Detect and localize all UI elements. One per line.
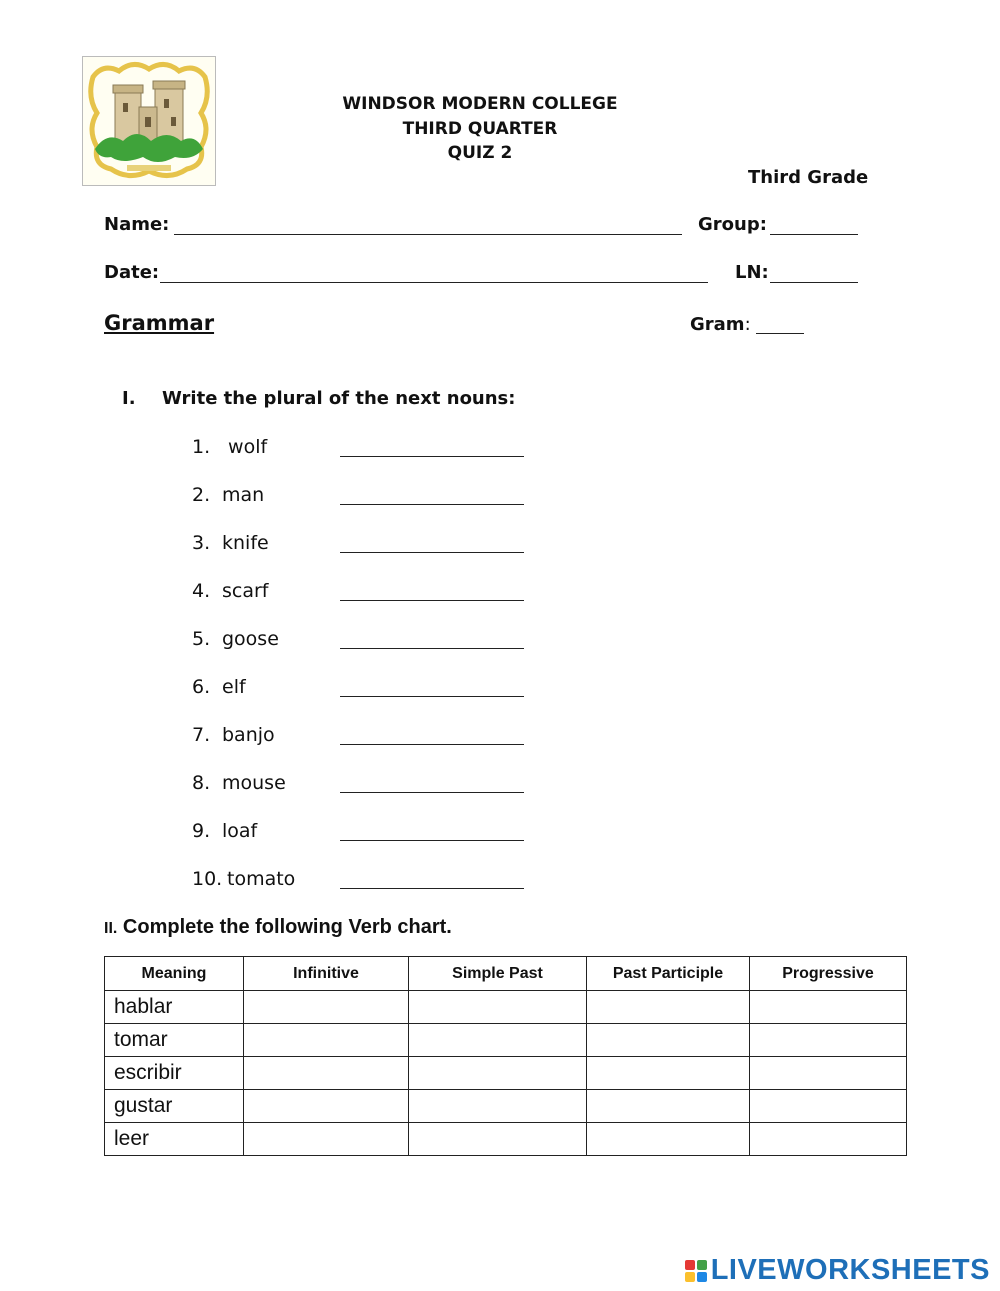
answer-cell[interactable]	[244, 1090, 409, 1123]
noun-item	[192, 436, 267, 458]
name-label: Name:	[104, 214, 170, 235]
liveworksheets-logo-icon	[685, 1260, 707, 1282]
noun-word: knife	[222, 532, 269, 554]
part2-number: II.	[104, 920, 118, 937]
gram-colon: :	[744, 314, 751, 335]
noun-word: elf	[222, 676, 246, 698]
table-row	[105, 1024, 907, 1057]
section-title: Grammar	[104, 311, 215, 335]
meaning-cell: hablar	[105, 991, 244, 1024]
answer-field-1[interactable]	[340, 456, 524, 457]
logo-square	[685, 1272, 695, 1282]
meaning-cell: gustar	[105, 1090, 244, 1123]
noun-item	[192, 868, 295, 890]
answer-field-2[interactable]	[340, 504, 524, 505]
date-label: Date:	[104, 262, 160, 283]
answer-field-6[interactable]	[340, 696, 524, 697]
answer-cell[interactable]	[587, 1123, 750, 1156]
noun-item	[192, 820, 257, 842]
column-header: Simple Past	[409, 957, 587, 991]
noun-number: 9.	[192, 820, 211, 842]
quarter-title: THIRD QUARTER	[402, 119, 558, 139]
noun-number: 6.	[192, 676, 211, 698]
noun-item	[192, 532, 269, 554]
part1-instruction: Write the plural of the next nouns:	[162, 388, 516, 409]
answer-field-3[interactable]	[340, 552, 524, 553]
answer-field-7[interactable]	[340, 744, 524, 745]
answer-field-4[interactable]	[340, 600, 524, 601]
verb-chart	[104, 956, 907, 1156]
noun-item	[192, 580, 269, 602]
noun-word: goose	[222, 628, 279, 650]
noun-number: 2.	[192, 484, 211, 506]
gram-label: Gram	[690, 314, 745, 335]
noun-word: man	[222, 484, 265, 506]
column-header: Meaning	[105, 957, 244, 991]
gram-score-field[interactable]	[756, 333, 804, 334]
noun-word: mouse	[222, 772, 286, 794]
logo-square	[697, 1272, 707, 1282]
part1-heading	[122, 388, 515, 409]
answer-field-10[interactable]	[340, 888, 524, 889]
answer-field-9[interactable]	[340, 840, 524, 841]
noun-word: loaf	[222, 820, 258, 842]
grade-label: Third Grade	[748, 167, 869, 188]
castle-crest-icon	[83, 57, 215, 185]
table-row	[105, 1057, 907, 1090]
answer-cell[interactable]	[587, 991, 750, 1024]
ln-field[interactable]	[770, 282, 858, 283]
meaning-cell: escribir	[105, 1057, 244, 1090]
table-row	[105, 991, 907, 1024]
noun-number: 8.	[192, 772, 211, 794]
school-name: WINDSOR MODERN COLLEGE	[342, 94, 618, 114]
noun-word: banjo	[222, 724, 275, 746]
answer-field-5[interactable]	[340, 648, 524, 649]
noun-item	[192, 676, 246, 698]
brand-text: LIVEWORKSHEETS	[710, 1254, 990, 1286]
noun-word: scarf	[222, 580, 269, 602]
answer-cell[interactable]	[244, 1057, 409, 1090]
gram-score	[690, 314, 751, 335]
meaning-cell: leer	[105, 1123, 244, 1156]
noun-item	[192, 484, 264, 506]
answer-cell[interactable]	[409, 991, 587, 1024]
noun-number: 7.	[192, 724, 211, 746]
noun-item	[192, 628, 279, 650]
answer-cell[interactable]	[750, 991, 907, 1024]
part1-number: I.	[122, 388, 136, 409]
answer-cell[interactable]	[409, 1090, 587, 1123]
answer-cell[interactable]	[750, 1123, 907, 1156]
noun-item	[192, 724, 275, 746]
answer-cell[interactable]	[750, 1057, 907, 1090]
answer-field-8[interactable]	[340, 792, 524, 793]
answer-cell[interactable]	[409, 1057, 587, 1090]
noun-word: wolf	[228, 436, 268, 458]
ln-label: LN:	[735, 262, 769, 283]
logo-square	[685, 1260, 695, 1270]
noun-number: 1.	[192, 436, 211, 458]
group-label: Group:	[698, 214, 767, 235]
answer-cell[interactable]	[244, 1123, 409, 1156]
group-field[interactable]	[770, 234, 858, 235]
answer-cell[interactable]	[409, 1123, 587, 1156]
part2-heading	[104, 916, 452, 939]
answer-cell[interactable]	[244, 1024, 409, 1057]
logo-square	[697, 1260, 707, 1270]
meaning-cell: tomar	[105, 1024, 244, 1057]
date-field[interactable]	[160, 282, 708, 283]
table-row	[105, 1123, 907, 1156]
answer-cell[interactable]	[409, 1024, 587, 1057]
noun-number: 5.	[192, 628, 211, 650]
noun-number: 4.	[192, 580, 211, 602]
answer-cell[interactable]	[244, 991, 409, 1024]
part2-instruction: Complete the following Verb chart.	[122, 916, 452, 938]
noun-number: 10.	[192, 868, 223, 890]
table-header-row	[105, 957, 907, 991]
column-header: Progressive	[750, 957, 907, 991]
quiz-title: QUIZ 2	[447, 143, 513, 163]
noun-word: tomato	[227, 868, 296, 890]
column-header: Infinitive	[244, 957, 409, 991]
answer-cell[interactable]	[750, 1024, 907, 1057]
answer-cell[interactable]	[587, 1057, 750, 1090]
answer-cell[interactable]	[750, 1090, 907, 1123]
noun-number: 3.	[192, 532, 211, 554]
table-row	[105, 1090, 907, 1123]
name-field[interactable]	[174, 234, 682, 235]
school-logo	[82, 56, 216, 186]
noun-item	[192, 772, 286, 794]
answer-cell[interactable]	[587, 1024, 750, 1057]
liveworksheets-brand[interactable]	[685, 1254, 990, 1287]
answer-cell[interactable]	[587, 1090, 750, 1123]
column-header: Past Participle	[587, 957, 750, 991]
